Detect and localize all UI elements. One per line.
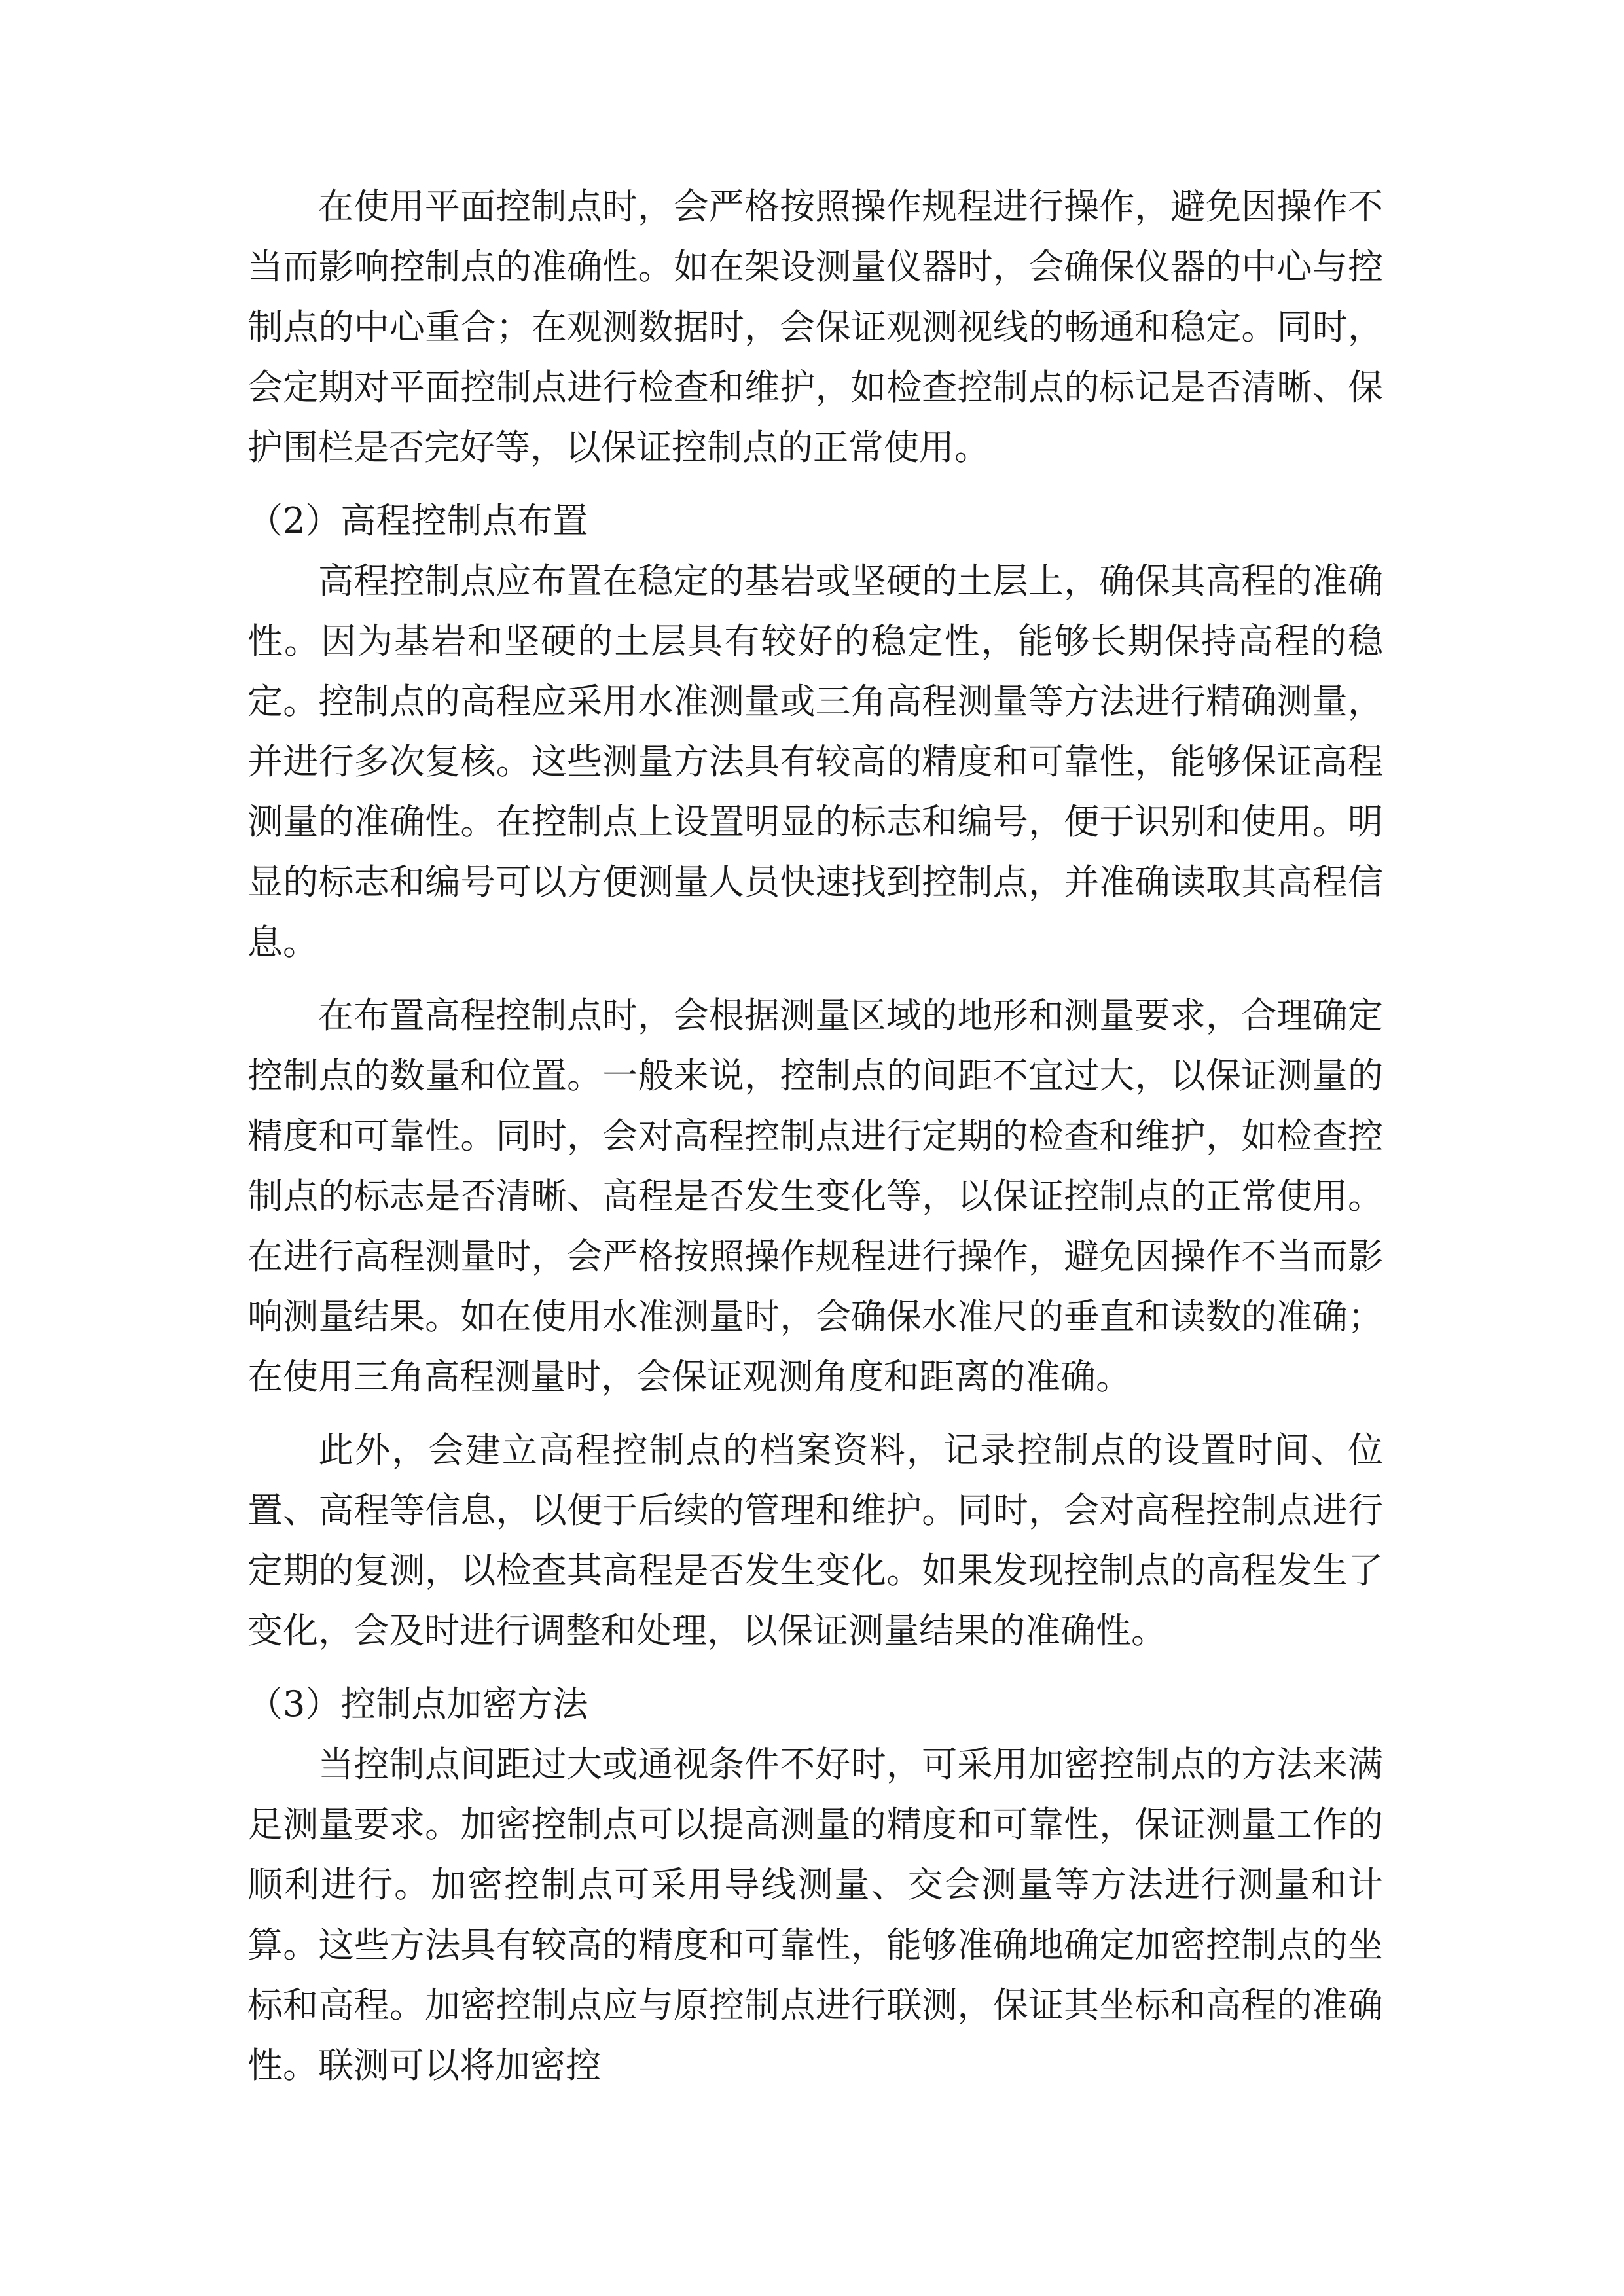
paragraph-control-point-usage: 在使用平面控制点时，会严格按照操作规程进行操作，避免因操作不当而影响控制点的准确性。如在架设测量仪器时，会确保仪器的中心与控制点的中心重合；在观测数据时，会保证观测视线的畅通和稳定。同时，会定期对平面控制点进行检查和维护，如检查控制点的标记是否清晰、保护围栏是否完好等，以保证控制点的正常使用。 bbox=[247, 186, 1383, 468]
paragraph-elevation-placement: 高程控制点应布置在稳定的基岩或坚硬的土层上，确保其高程的准确性。因为基岩和坚硬的土层具有较好的稳定性，能够长期保持高程的稳定。控制点的高程应采用水准测量或三角高程测量等方法进行精确测量，并进行多次复核。这些测量方法具有较高的精度和可靠性，能够保证高程测量的准确性。在控制点上设置明显的标志和编号，便于识别和使用。明显的标志和编号可以方便测量人员快速找到控制点，并准确读取其高程信息。 bbox=[247, 560, 1383, 963]
body-text bbox=[247, 177, 1383, 2109]
paragraph-densification: 当控制点间距过大或通视条件不好时，可采用加密控制点的方法来满足测量要求。加密控制点可以提高测量的精度和可靠性，保证测量工作的顺利进行。加密控制点可采用导线测量、交会测量等方法进行测量和计算。这些方法具有较高的精度和可靠性，能够准确地确定加密控制点的坐标和高程。加密控制点应与原控制点进行联测，保证其坐标和高程的准确性。联测可以将加密控 bbox=[247, 1744, 1383, 2086]
section-heading-densification-method: （3）控制点加密方法 bbox=[247, 1683, 588, 1725]
section-heading-elevation-control-points: （2）高程控制点布置 bbox=[247, 500, 588, 541]
paragraph-elevation-layout: 在布置高程控制点时，会根据测量区域的地形和测量要求，合理确定控制点的数量和位置。一般来说，控制点的间距不宜过大，以保证测量的精度和可靠性。同时，会对高程控制点进行定期的检查和维护，如检查控制点的标志是否清晰、高程是否发生变化等，以保证控制点的正常使用。在进行高程测量时，会严格按照操作规程进行操作，避免因操作不当而影响测量结果。如在使用水准测量时，会确保水准尺的垂直和读数的准确；在使用三角高程测量时，会保证观测角度和距离的准确。 bbox=[247, 995, 1383, 1397]
paragraph-elevation-records: 此外，会建立高程控制点的档案资料，记录控制点的设置时间、位置、高程等信息，以便于后续的管理和维护。同时，会对高程控制点进行定期的复测，以检查其高程是否发生变化。如果发现控制点的高程发生了变化，会及时进行调整和处理，以保证测量结果的准确性。 bbox=[247, 1429, 1383, 1651]
